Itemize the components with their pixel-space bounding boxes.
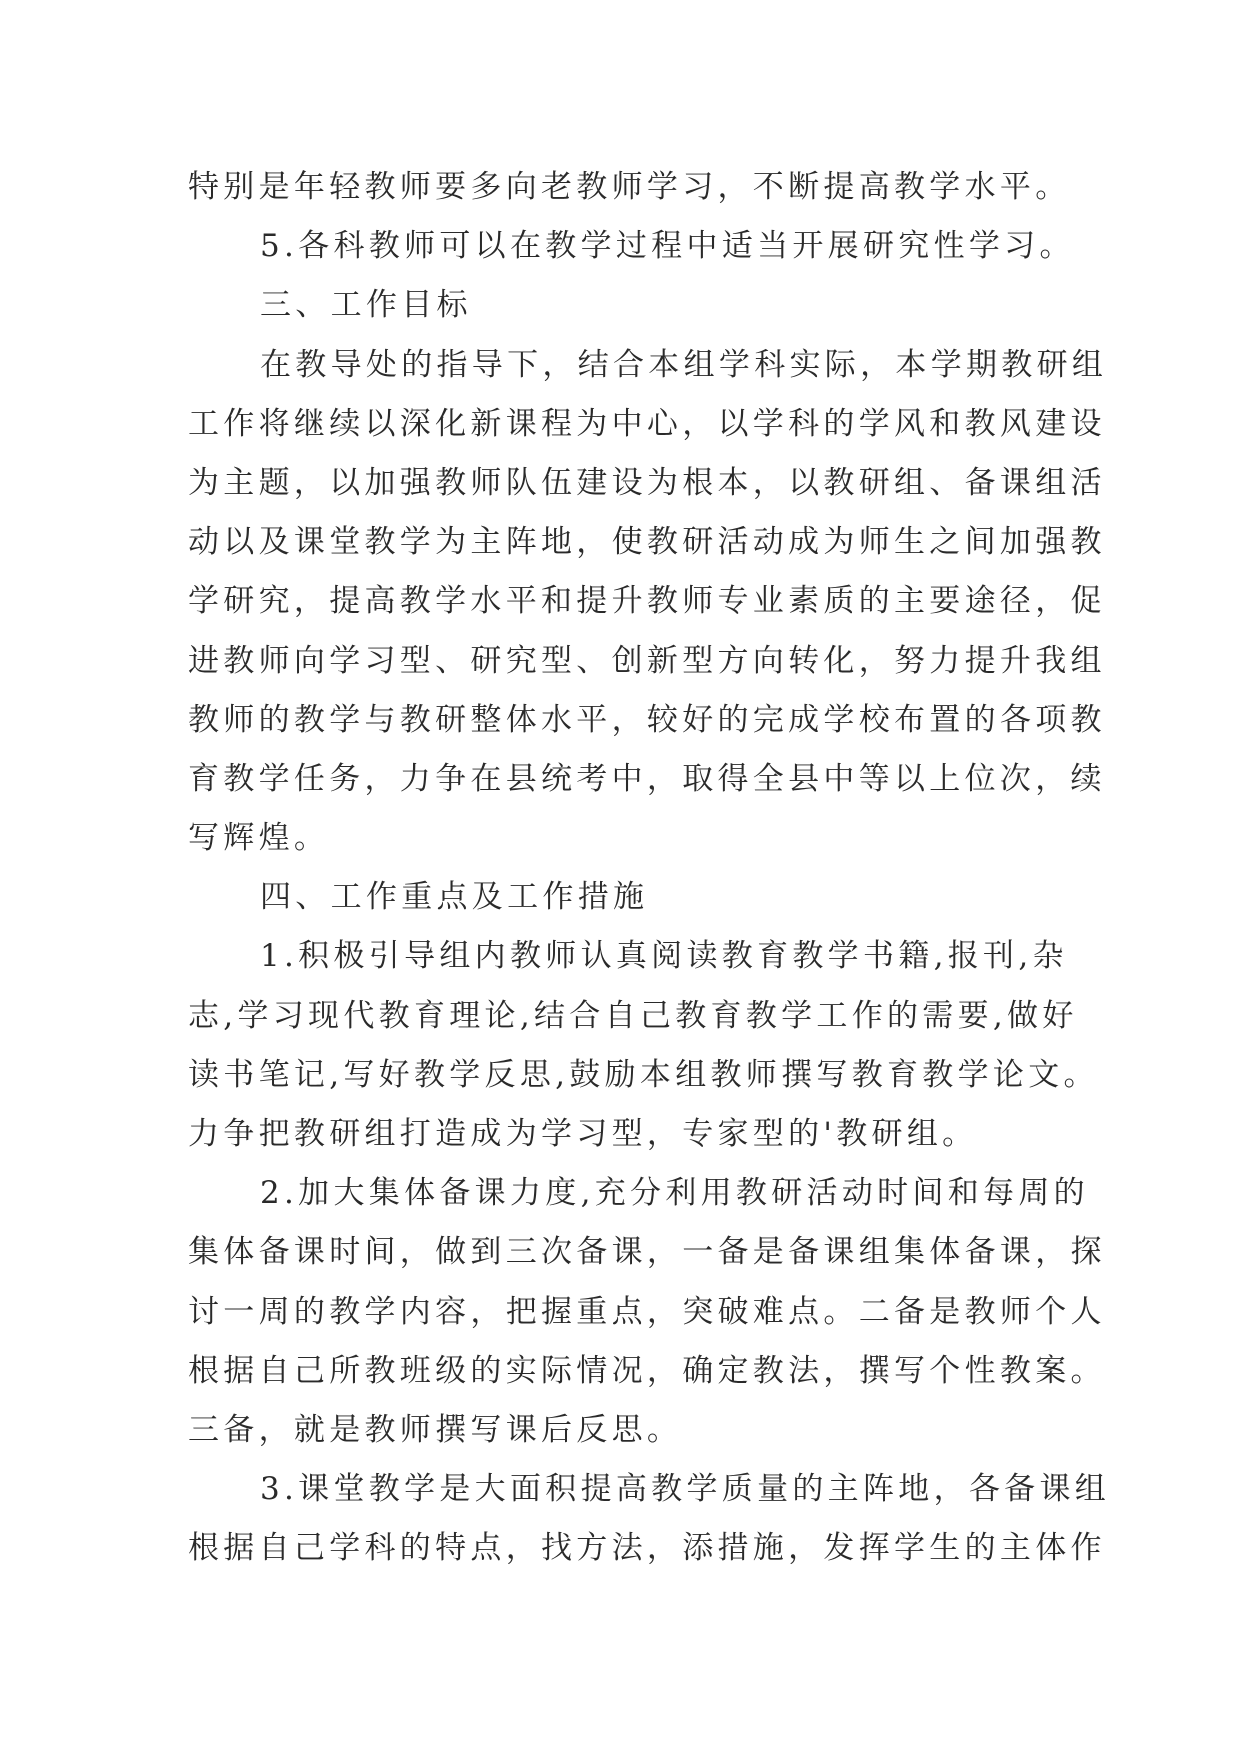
text-line: 育教学任务，力争在县统考中，取得全县中等以上位次，续 bbox=[188, 760, 1106, 797]
list-item-1: 1.积极引导组内教师认真阅读教育教学书籍,报刊,杂 bbox=[260, 938, 1068, 975]
text-line: 讨一周的教学内容，把握重点，突破难点。二备是教师个人 bbox=[188, 1293, 1106, 1330]
text-line: 工作将继续以深化新课程为中心，以学科的学风和教风建设 bbox=[188, 405, 1106, 442]
list-item-5: 5.各科教师可以在教学过程中适当开展研究性学习。 bbox=[260, 228, 1075, 265]
text-line: 力争把教研组打造成为学习型，专家型的'教研组。 bbox=[188, 1116, 978, 1152]
section-heading-focus: 四、工作重点及工作措施 bbox=[260, 879, 649, 916]
text-line: 在教导处的指导下，结合本组学科实际，本学期教研组 bbox=[260, 346, 1108, 383]
text-line: 三备，就是教师撰写课后反思。 bbox=[188, 1411, 683, 1448]
text-line: 集体备课时间，做到三次备课，一备是备课组集体备课，探 bbox=[188, 1234, 1106, 1271]
text-line: 志,学习现代教育理论,结合自己教育教学工作的需要,做好 bbox=[188, 997, 1078, 1034]
text-line: 学研究，提高教学水平和提升教师专业素质的主要途径，促 bbox=[188, 583, 1106, 620]
text-line: 根据自己学科的特点，找方法，添措施，发挥学生的主体作 bbox=[188, 1530, 1106, 1567]
section-heading-goals: 三、工作目标 bbox=[260, 287, 472, 324]
text-line: 写辉煌。 bbox=[188, 820, 330, 857]
text-line: 读书笔记,写好教学反思,鼓励本组教师撰写教育教学论文。 bbox=[188, 1056, 1099, 1093]
list-item-2: 2.加大集体备课力度,充分利用教研活动时间和每周的 bbox=[260, 1175, 1089, 1212]
text-line: 进教师向学习型、研究型、创新型方向转化，努力提升我组 bbox=[188, 642, 1106, 679]
text-line: 根据自己所教班级的实际情况，确定教法，撰写个性教案。 bbox=[188, 1352, 1106, 1389]
text-line: 教师的教学与教研整体水平，较好的完成学校布置的各项教 bbox=[188, 701, 1106, 738]
text-line: 动以及课堂教学为主阵地，使教研活动成为师生之间加强教 bbox=[188, 524, 1106, 561]
list-item-3: 3.课堂教学是大面积提高教学质量的主阵地，各备课组 bbox=[260, 1471, 1111, 1508]
document-body bbox=[188, 158, 1111, 1579]
text-line: 特别是年轻教师要多向老教师学习，不断提高教学水平。 bbox=[188, 169, 1071, 205]
text-line: 为主题，以加强教师队伍建设为根本，以教研组、备课组活 bbox=[188, 464, 1106, 501]
